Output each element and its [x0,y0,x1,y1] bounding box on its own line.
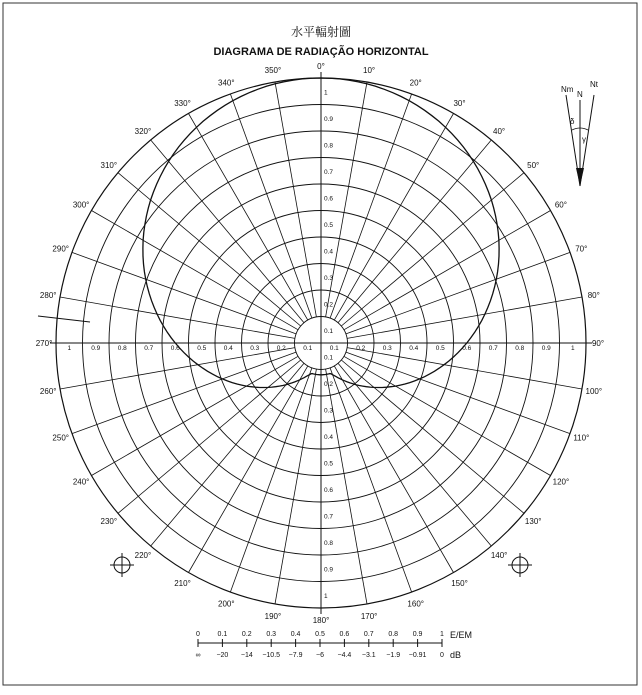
radial-label: 0.8 [324,142,334,150]
e-scale-label: 0.6 [339,631,350,638]
radial-label: 0.6 [462,345,472,352]
label-n: N [577,90,583,99]
radial-label: 0.7 [324,168,334,176]
grid-spoke [189,114,308,321]
angle-label: 70° [575,244,588,254]
grid-spoke [118,360,301,513]
radial-label: 0.9 [91,345,101,352]
grid-spoke [92,356,299,475]
crosshair-right [508,553,532,577]
label-delta: δ [570,117,575,126]
grid-spoke [334,366,453,573]
radial-label: 0.8 [515,345,525,352]
grid-spoke [330,368,412,592]
db-scale-label: −3.1 [361,652,376,659]
radial-label: 0.8 [117,345,127,352]
grid-spoke [346,252,570,334]
radial-label: 0.3 [324,407,334,415]
title-portuguese: DIAGRAMA DE RADIAÇÃO HORIZONTAL [213,46,429,58]
radial-label: 0.4 [223,345,233,352]
angle-label: 270° [35,339,53,348]
angle-label: 50° [527,160,540,170]
grid-spoke [60,297,295,338]
grid-spoke [72,252,296,334]
db-scale-label: −0.91 [408,652,427,659]
radial-label: 0.5 [435,345,445,352]
angle-label: 90° [591,339,605,348]
e-scale-label: 0.1 [217,631,228,638]
radial-label: 1 [570,345,575,352]
radial-label: 1 [324,592,328,600]
radial-label: 0.7 [144,345,154,352]
db-scale-label: −20 [216,652,229,659]
db-scale-label: −10.5 [262,652,281,659]
e-scale-label: 0.2 [241,631,252,638]
grid-spoke [151,140,304,323]
angle-label: 300° [72,200,90,210]
angle-label: 340° [218,78,235,88]
grid-spoke [72,352,296,434]
radial-label: 0.9 [541,345,551,352]
angle-label: 140° [490,551,508,561]
db-scale-label: −7.9 [288,652,303,659]
radial-label: 0.3 [324,274,334,282]
grid-spoke [346,352,570,434]
grid-spoke [330,94,412,318]
angle-label: 230° [100,517,118,527]
db-scale-label: −4.4 [337,652,352,659]
angle-label: 110° [573,433,590,443]
angle-label: 80° [587,290,600,300]
grid-spoke [92,211,299,330]
grid-spoke [189,366,308,573]
radial-label: 0.1 [303,345,313,352]
db-scale-label: −1.9 [386,652,401,659]
angle-label: 330° [174,99,191,109]
db-scale-label: 0 [440,652,444,659]
radial-label: 0.3 [382,345,392,352]
grid-spoke [344,356,551,475]
radial-label: 1 [324,89,328,97]
label-nm: Nm [561,85,574,94]
angle-label: 220° [134,551,152,561]
radial-label: 0.5 [324,221,334,229]
angle-label: 260° [39,387,57,397]
angle-label: 320° [134,126,152,136]
grid-spoke [338,363,491,546]
angle-label: 40° [493,126,506,136]
grid-spoke [230,368,312,592]
radial-label: 0.2 [324,301,334,309]
e-scale-label: 0.3 [266,631,277,638]
angle-label: 20° [409,78,422,88]
radial-label: 0.2 [324,380,334,388]
db-scale-label: −6 [316,652,324,659]
radial-label: 0.8 [324,539,334,547]
angle-label: 210° [174,578,191,588]
e-scale-label: 0 [196,631,200,638]
db-unit-label: dB [450,650,462,660]
angle-label: 350° [264,66,282,76]
angle-label: 200° [218,599,235,609]
conversion-scale [196,630,473,660]
radial-label: 0.9 [324,566,334,574]
radial-label: 0.2 [276,345,286,352]
leader-line [38,316,90,322]
angle-label: 180° [312,616,330,625]
polar-grid [35,72,592,614]
radial-label: 0.6 [324,486,334,494]
label-gamma: γ [582,135,586,144]
angle-label: 150° [451,578,468,588]
radial-label: 0.7 [324,513,334,521]
radial-label: 0.1 [324,327,334,335]
grid-spoke [341,173,524,326]
radial-label: 0.4 [324,248,334,256]
grid-spoke [275,369,316,604]
grid-spoke [341,360,524,513]
grid-spoke [60,348,295,389]
radial-label: 0.7 [488,345,498,352]
crosshair-left [110,553,134,577]
angle-label: 310° [100,160,118,170]
angle-label: 130° [524,517,542,527]
angle-label: 240° [72,477,90,487]
angle-label: 120° [552,477,570,487]
grid-spoke [230,94,312,318]
e-scale-label: 0.4 [290,631,301,638]
grid-spoke [344,211,551,330]
radial-label: 0.5 [197,345,207,352]
grid-spoke [151,363,304,546]
radial-label: 0.1 [329,345,339,352]
radial-label: 0.4 [409,345,419,352]
grid-spoke [338,140,491,323]
radial-label: 0.4 [324,433,334,441]
angle-label: 60° [554,200,567,210]
db-scale-label: −14 [240,652,253,659]
radial-label: 0.1 [324,354,334,362]
angle-label: 290° [52,244,69,254]
title-chinese: 水平輻射圖 [290,25,352,39]
page-border [3,3,637,685]
angle-label: 160° [407,599,424,609]
angle-label: 0° [317,62,325,71]
e-scale-label: 0.7 [363,631,374,638]
angle-label: 10° [363,66,376,76]
compass-arrow-icon [576,168,584,186]
angle-label: 280° [39,290,57,300]
angle-label: 190° [264,611,282,621]
angle-label: 170° [360,611,378,621]
e-scale-label: 1 [440,631,444,638]
north-compass [561,80,599,186]
e-scale-label: 0.5 [315,631,325,638]
radial-label: 1 [67,345,72,352]
angle-label: 100° [585,387,603,397]
radial-label: 0.6 [324,195,334,203]
grid-spoke [334,114,453,321]
angle-label: 30° [453,99,466,109]
grid-spoke [347,348,582,389]
grid-spoke [275,82,316,317]
radial-label: 0.6 [170,345,180,352]
e-unit-label: E/EM [450,630,473,640]
radial-label: 0.2 [356,345,366,352]
grid-spoke [118,173,301,326]
e-scale-label: 0.8 [388,631,399,638]
e-scale-label: 0.9 [412,631,423,638]
label-nt: Nt [590,80,598,89]
grid-spoke [347,297,582,338]
radial-label: 0.5 [324,460,334,468]
radial-label: 0.9 [324,115,334,123]
angle-label: 250° [52,433,69,443]
db-scale-label: ∞ [195,652,201,659]
radial-label: 0.3 [250,345,260,352]
